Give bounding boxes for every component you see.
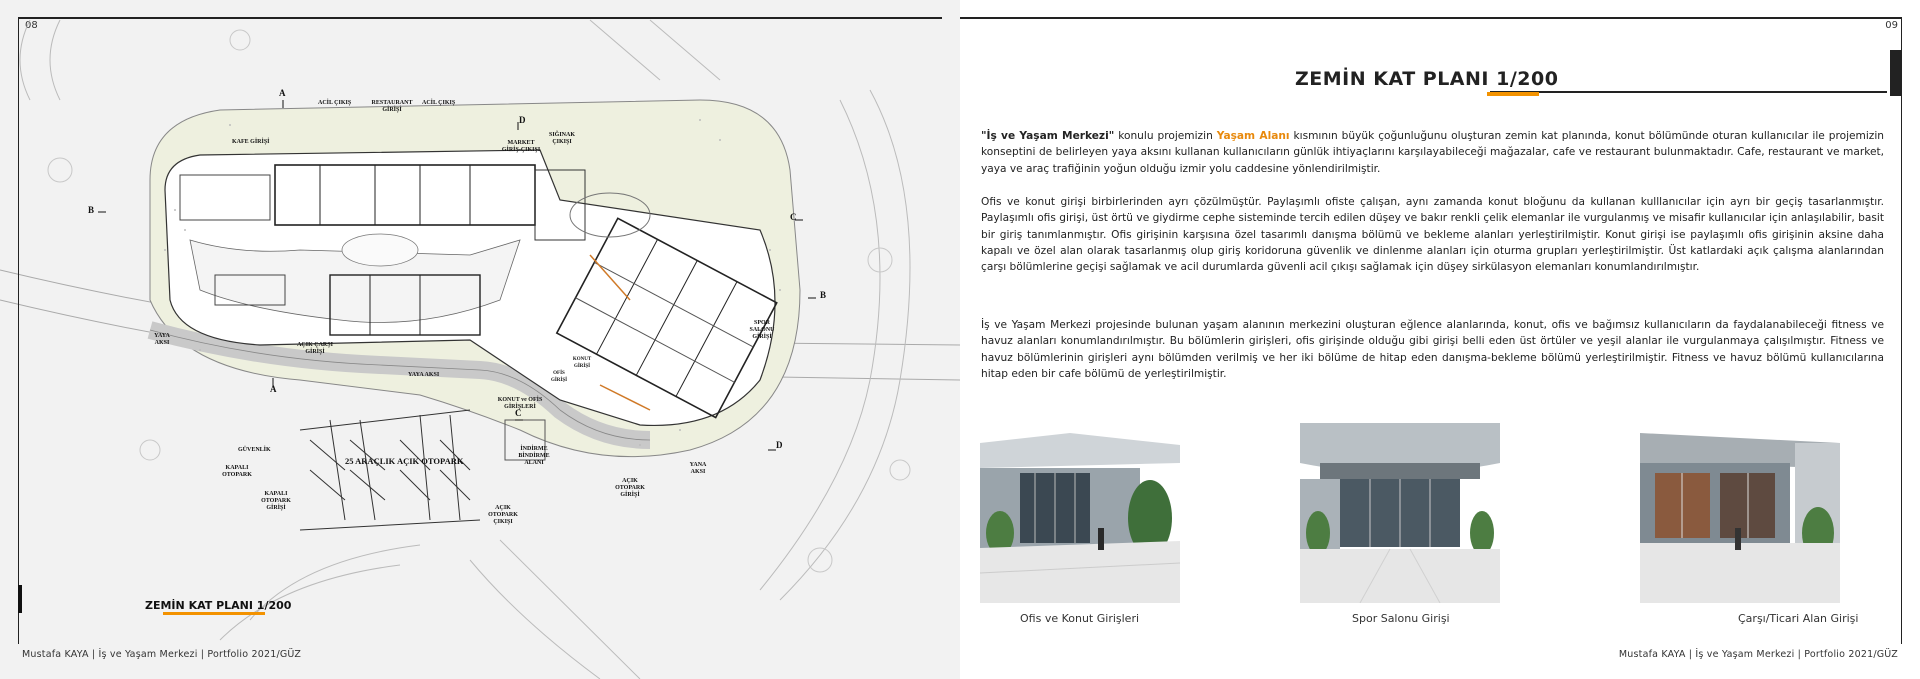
plan-label-acik-carsi: AÇIK ÇARŞI GİRİŞİ xyxy=(297,342,333,355)
plan-caption: ZEMİN KAT PLANI 1/200 xyxy=(145,599,292,612)
page-title: ZEMİN KAT PLANI 1/200 xyxy=(1295,68,1559,90)
plan-label-b-right: B xyxy=(820,290,827,300)
plan-label-ofis-giris: OFİS GİRİŞİ xyxy=(550,371,568,383)
plan-label-yaya-left: YAYA AKSI xyxy=(154,333,170,346)
paragraph-2: Ofis ve konut girişi birbirlerinden ayrı çözülmüştür. Paylaşımlı ofiste çalışan, aynı zamanda konut bloğunu da kullanan kulllanıcılar için ayrı bir geçiş tasarlanmıştır. Paylaşımlı ofis girişi, üst örtü ve giydirme cephe sisteminde tercih edilen düşey ve bakır renkli çelik elemanlar ile vurgulanmış ve misafir kullanıcılar için anlaşılabilir, basit bir giriş tanımlanmıştır. Ofis girişinin karşısına özel tasarımlı danışma bölümü ve bekleme alanları yerleştirilmiştir. Konut girişi ise paylaşımlı ofis girişinin aksine daha kapalı ve özel alan olarak tasarlanmış olup giriş koridoruna güvenlik ve dinlenme alanları için oturma grupları yerleştirilmiştir. Üst katlardaki açık çalışma alanlarından çarşı bölümlerine geçişi sağlamak ve acil durumlarda güvenli acil çıkışı sağlamak için düşey sirkülasyon elemanları konumlandırılmıştır. xyxy=(981,196,1884,274)
plan-label-acik-otopark-giris: AÇIK OTOPARK GİRİŞİ xyxy=(615,478,645,498)
office-residence-render xyxy=(980,423,1180,603)
p1-highlight: Yaşam Alanı xyxy=(1216,130,1290,142)
plan-label-c-top: C xyxy=(790,212,797,222)
plan-label-restaurant: RESTAURANT GİRİŞİ xyxy=(371,100,413,113)
left-frame-line xyxy=(18,18,960,644)
p1-quote: "İş ve Yaşam Merkezi" xyxy=(981,130,1115,142)
sports-hall-render xyxy=(1300,423,1500,603)
footer-right: Mustafa KAYA | İş ve Yaşam Merkezi | Portfolio 2021/GÜZ xyxy=(1618,649,1898,660)
paragraph-3: İş ve Yaşam Merkezi projesinde bulunan yaşam alanının merkezini oluşturan eğlence alanlarında, konut, ofis ve bağımsız kullanıcıların da faydalanabileceği fitness ve havuz alanları konumlandırılmıştır. Bu bölümlerin girişleri, ofis girişinde olduğu gibi girişi belli eden üst örtüler ve yeşil alanlar ile vurgulanmaya çalışılmıştır. Fitness ve havuz bölümlerinin girişleri aynı bölümden verilmiş ve her iki bölüme de hitap eden danışma-bekleme bölümü yerleştirilmiştir. Fitness ve havuz bölümü kullanıcılarına hitap eden bir cafe bölümü de yerleştirilmiştir. xyxy=(981,319,1884,380)
title-rule xyxy=(1490,91,1887,93)
plan-label-kafe: KAFE GİRİŞİ xyxy=(232,139,270,145)
top-rule-right xyxy=(960,17,1902,19)
plan-label-konut-giris: KONUT GİRİŞİ xyxy=(572,357,592,369)
plan-label-siginak: SIĞINAK ÇIKIŞI xyxy=(548,132,575,145)
paragraph-1 xyxy=(981,128,1884,177)
bazaar-render xyxy=(1640,423,1840,603)
plan-label-a-top: A xyxy=(279,88,286,98)
plan-label-acik-otopark-cikis: AÇIK OTOPARK ÇIKIŞI xyxy=(488,505,518,525)
plan-label-yaya-mid: YAYA AKSI xyxy=(408,372,440,378)
plan-label-yaya-right: YANA AKSI xyxy=(689,462,707,475)
plan-label-guvenlik: GÜVENLİK xyxy=(238,447,271,453)
left-tag-bar xyxy=(18,585,22,613)
plan-label-indirme: İNDİRME BİNDİRME ALANI xyxy=(518,446,550,466)
left-page-number: 08 xyxy=(25,20,38,31)
plan-label-a-bottom: A xyxy=(270,384,277,394)
right-page-number: 09 xyxy=(1885,20,1898,31)
footer-left: Mustafa KAYA | İş ve Yaşam Merkezi | Portfolio 2021/GÜZ xyxy=(22,649,302,660)
plan-label-konut-ofis: KONUT ve OFİS GİRİŞLERİ xyxy=(497,397,543,410)
caption-ofis-konut: Ofis ve Konut Girişleri xyxy=(1020,612,1140,625)
plan-caption-accent xyxy=(163,612,265,615)
plan-label-otopark: 25 ARAÇLIK AÇIK OTOPARK xyxy=(345,456,464,466)
caption-carsi-ticari: Çarşı/Ticari Alan Girişi xyxy=(1738,612,1859,625)
p1-text-a: konulu projemizin xyxy=(1114,130,1217,142)
plan-label-market: MARKET GİRİŞ-ÇIKIŞI xyxy=(501,140,541,153)
plan-label-d-bottom: D xyxy=(776,440,783,450)
title-accent-bar xyxy=(1487,92,1539,96)
plan-label-acil2: ACİL ÇIKIŞ xyxy=(422,100,456,106)
p1-text-b: kısmının büyük çoğunluğunu oluşturan zemin kat planında, konut bölümünde oturan kullanıcılar ile projemizin konseptini de belirleyen yaya aksını kullanan kullanıcıların günlük ihtiyaçlarını karşılayabileceği mağazalar, cafe ve restaurant bulunmaktadır. Cafe, restaurant ve market, yaya ve araç trafiğinin yoğun olduğu izmir yolu caddesine yönlendirilmiştir. xyxy=(981,130,1885,175)
plan-label-acil1: ACİL ÇIKIŞ xyxy=(318,100,352,106)
plan-label-spor: SPOR SALONU GİRİŞİ xyxy=(749,320,775,340)
caption-spor-salonu: Spor Salonu Girişi xyxy=(1352,612,1450,625)
plan-label-b-left: B xyxy=(88,205,95,215)
plan-label-d-top: D xyxy=(519,115,526,125)
plan-label-c-bottom: C xyxy=(515,408,522,418)
title-tab xyxy=(1890,50,1902,96)
plan-label-kapali: KAPALI OTOPARK xyxy=(222,465,252,478)
right-frame-line xyxy=(1901,18,1902,644)
plan-label-kapali-giris: KAPALI OTOPARK GİRİŞİ xyxy=(261,491,291,511)
